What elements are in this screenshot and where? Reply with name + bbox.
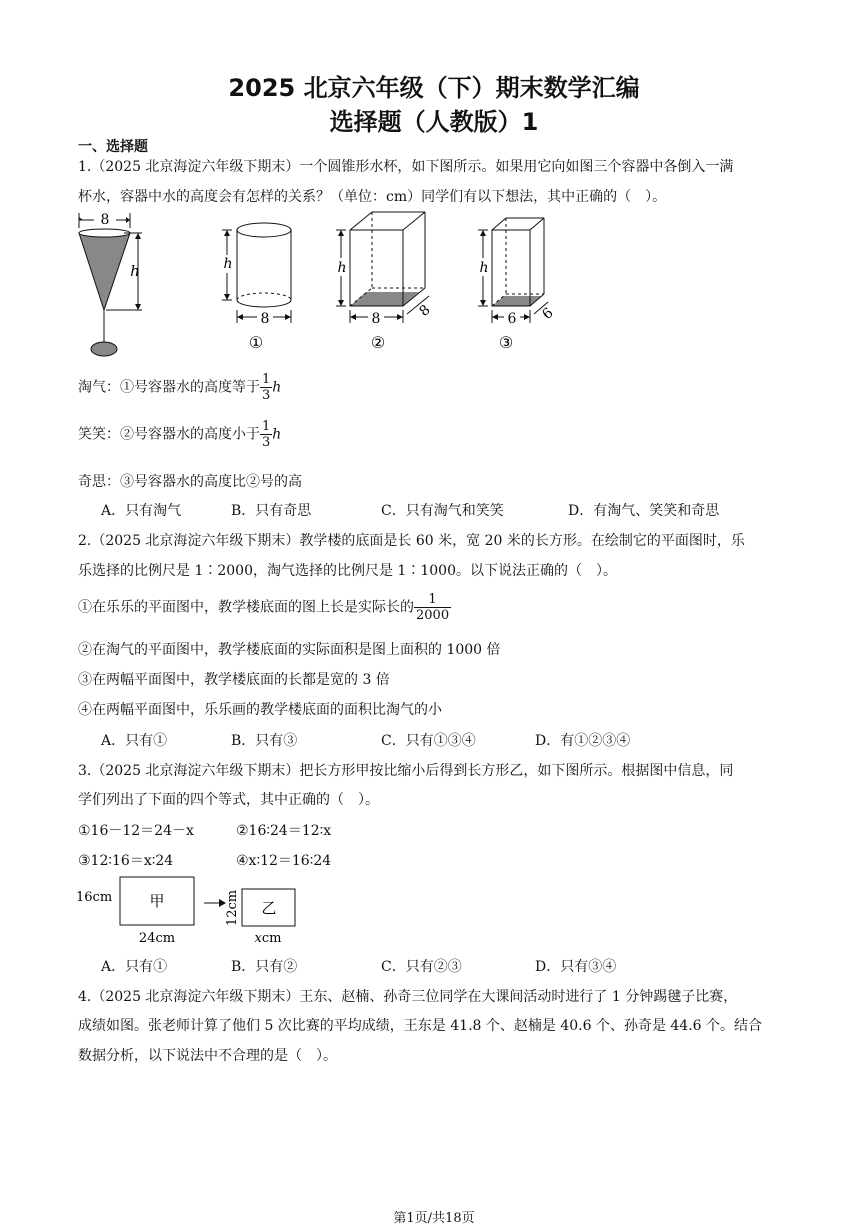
q1-stem-line1: 1.（2025 北京海淀六年级下期末）一个圆锥形水杯，如下图所示。如果用它向如图三个容器中各倒入一满 <box>78 159 734 175</box>
q1-option-a: A．只有淘气 <box>101 503 182 519</box>
cuboid-6x6-figure <box>476 218 557 352</box>
q2-option-a: A．只有① <box>101 733 168 749</box>
cylinder-width-label: 8 <box>260 311 270 327</box>
rect-a-label: 甲 <box>149 892 165 910</box>
q1-option-d: D．有淘气、笑笑和奇思 <box>568 503 720 519</box>
page-title: 2025 北京六年级（下）期末数学汇编 <box>228 74 640 102</box>
page-subtitle: 选择题（人教版）1 <box>329 108 539 136</box>
q3-equation-1: ①16－12＝24－x <box>78 823 194 839</box>
box3-width-label: 6 <box>507 311 517 327</box>
container-3-mark: ③ <box>498 333 514 352</box>
q4-stem-line1: 4.（2025 北京海淀六年级下期末）王东、赵楠、孙奇三位同学在大课间活动时进行了 1 分钟踢毽子比赛， <box>78 989 738 1005</box>
q4-stem-line2: 成绩如图。张老师计算了他们 5 次比赛的平均成绩，王东是 41.8 个、赵楠是 40.6 个、孙奇是 44.6 个。结合 <box>78 1018 763 1034</box>
box2-depth-label: 8 <box>416 302 434 320</box>
q2-option-b: B．只有③ <box>231 733 298 749</box>
container-1-mark: ① <box>248 333 264 352</box>
rect-b-width-label: xcm <box>254 931 282 946</box>
rect-a-width-label: 24cm <box>138 931 176 946</box>
q1-statement-1: 淘气：①号容器水的高度等于 $\frac{1}{3}$ h <box>78 372 282 403</box>
q3-option-d: D．只有③④ <box>535 959 617 975</box>
cylinder-figure <box>220 223 291 352</box>
q3-option-c: C．只有②③ <box>381 959 462 975</box>
q1-option-c: C．只有淘气和笑笑 <box>381 503 504 519</box>
q3-option-b: B．只有② <box>231 959 298 975</box>
q2-statement-1: ①在乐乐的平面图中，教学楼底面的图上长是实际长的 $\frac{1}{2000}$ <box>78 592 450 623</box>
box3-height-label: h <box>479 260 489 276</box>
q2-statement-3: ③在两幅平面图中，教学楼底面的长都是宽的 3 倍 <box>78 672 390 688</box>
rect-a-height-label: 16cm <box>76 890 113 905</box>
q3-option-a: A．只有① <box>101 959 168 975</box>
cone-height-label: h <box>130 262 140 280</box>
container-2-mark: ② <box>370 333 386 352</box>
q4-stem-line3: 数据分析，以下说法中不合理的是（ ）。 <box>78 1048 337 1064</box>
cone-cup-figure <box>79 212 142 356</box>
q3-equation-3: ③12∶16＝x∶24 <box>78 853 174 869</box>
box3-depth-label: 6 <box>539 305 557 323</box>
q2-stem-line1: 2.（2025 北京海淀六年级下期末）教学楼的底面是长 60 米，宽 20 米的长方形。在绘制它的平面图时，乐 <box>78 533 745 549</box>
q2-option-d: D．有①②③④ <box>535 733 631 749</box>
q1-figure <box>74 208 557 363</box>
q3-stem-line2: 学们列出了下面的四个等式，其中正确的（ ）。 <box>78 792 379 808</box>
box2-height-label: h <box>337 260 347 276</box>
q3-equation-4: ④x∶12＝16∶24 <box>236 853 332 869</box>
q3-equation-2: ②16∶24＝12∶x <box>236 823 332 839</box>
cylinder-height-label: h <box>223 256 233 272</box>
box2-width-label: 8 <box>371 311 381 327</box>
page-footer: 第1页/共18页 <box>393 1211 475 1226</box>
q2-statement-2: ②在淘气的平面图中，教学楼底面的实际面积是图上面积的 1000 倍 <box>78 642 501 658</box>
q3-figure <box>74 873 314 948</box>
q1-stem-line2: 杯水，容器中水的高度会有怎样的关系？（单位：cm）同学们有以下想法，其中正确的（ ）。 <box>78 189 667 205</box>
section-heading: 一、选择题 <box>78 139 148 155</box>
q1-statement-3: 奇思：③号容器水的高度比②号的高 <box>78 474 302 490</box>
cuboid-8x8-figure <box>334 212 434 352</box>
q1-option-b: B．只有奇思 <box>231 503 312 519</box>
q1-statement-2: 笑笑：②号容器水的高度小于 $\frac{1}{3}$ h <box>78 419 282 450</box>
q3-stem-line1: 3.（2025 北京海淀六年级下期末）把长方形甲按比缩小后得到长方形乙，如下图所示。根据图中信息，同 <box>78 763 734 779</box>
q2-stem-line2: 乐选择的比例尺是 1∶2000，淘气选择的比例尺是 1∶1000。以下说法正确的（ ）。 <box>78 563 617 579</box>
cone-width-label: 8 <box>100 212 110 228</box>
q2-option-c: C．只有①③④ <box>381 733 476 749</box>
rect-b-label: 乙 <box>261 899 277 917</box>
rect-b-height-label: 12cm <box>225 889 240 927</box>
q2-statement-4: ④在两幅平面图中，乐乐画的教学楼底面的面积比淘气的小 <box>78 702 442 718</box>
